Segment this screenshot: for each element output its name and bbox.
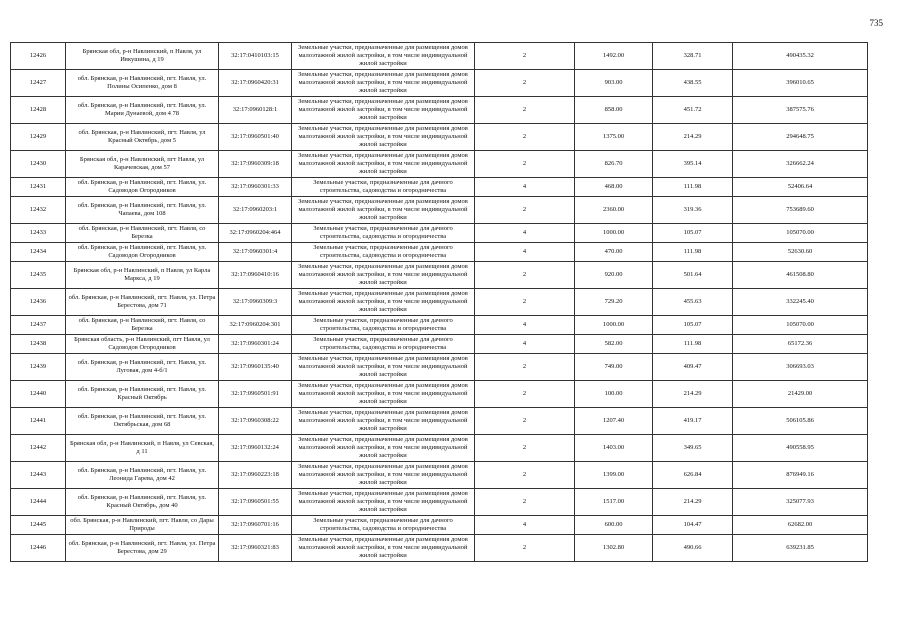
cadastral-number-cell: 32:17:0960204:464 <box>219 224 292 243</box>
land-use-cell: Земельные участки, предназначенные для размещения домов малоэтажной жилой застройки, в том числе индивидуальной жилой застройки <box>292 151 475 178</box>
table-row <box>11 435 868 462</box>
area-cell: 826.70 <box>575 151 653 178</box>
specific-value-cell: 214.29 <box>653 489 733 516</box>
use-group-cell: 2 <box>475 151 575 178</box>
address-cell: обл. Брянская, р-н Навлинский, пгт. Навля, ул. Леонида Гарева, дом 42 <box>66 462 219 489</box>
land-use-cell: Земельные участки, предназначенные для размещения домов малоэтажной жилой застройки, в том числе индивидуальной жилой застройки <box>292 535 475 562</box>
cadastral-number-cell: 32:17:0960309:18 <box>219 151 292 178</box>
cadastral-value-table <box>10 42 868 562</box>
cadastral-number-cell: 32:17:0960203:1 <box>219 197 292 224</box>
table-row <box>11 289 868 316</box>
cadastral-value-cell: 490558.95 <box>733 435 868 462</box>
address-cell: обл. Брянская, р-н Навлинский, пгт. Навля, ул. Полины Осипенко, дом 8 <box>66 70 219 97</box>
row-number-cell: 12444 <box>11 489 66 516</box>
land-use-cell: Земельные участки, предназначенные для размещения домов малоэтажной жилой застройки, в том числе индивидуальной жилой застройки <box>292 381 475 408</box>
use-group-cell: 2 <box>475 381 575 408</box>
specific-value-cell: 214.29 <box>653 381 733 408</box>
specific-value-cell: 490.66 <box>653 535 733 562</box>
row-number-cell: 12441 <box>11 408 66 435</box>
area-cell: 903.00 <box>575 70 653 97</box>
table-row <box>11 243 868 262</box>
use-group-cell: 4 <box>475 516 575 535</box>
cadastral-number-cell: 32:17:0960308:22 <box>219 408 292 435</box>
table-row <box>11 381 868 408</box>
cadastral-value-cell: 876949.16 <box>733 462 868 489</box>
table-row <box>11 535 868 562</box>
cadastral-number-cell: 32:17:0960301:33 <box>219 178 292 197</box>
address-cell: обл. Брянская, р-н Навлинский, пгт. Навля, ул. Чапаева, дом 108 <box>66 197 219 224</box>
land-use-cell: Земельные участки, предназначенные для дачного строительства, садоводства и огородничества <box>292 243 475 262</box>
cadastral-value-cell: 294648.75 <box>733 124 868 151</box>
specific-value-cell: 111.98 <box>653 243 733 262</box>
row-number-cell: 12433 <box>11 224 66 243</box>
table-row <box>11 354 868 381</box>
cadastral-value-cell: 52630.60 <box>733 243 868 262</box>
land-use-cell: Земельные участки, предназначенные для дачного строительства, садоводства и огородничества <box>292 516 475 535</box>
land-use-cell: Земельные участки, предназначенные для размещения домов малоэтажной жилой застройки, в том числе индивидуальной жилой застройки <box>292 435 475 462</box>
land-use-cell: Земельные участки, предназначенные для размещения домов малоэтажной жилой застройки, в том числе индивидуальной жилой застройки <box>292 408 475 435</box>
use-group-cell: 4 <box>475 224 575 243</box>
land-use-cell: Земельные участки, предназначенные для размещения домов малоэтажной жилой застройки, в том числе индивидуальной жилой застройки <box>292 289 475 316</box>
land-use-cell: Земельные участки, предназначенные для дачного строительства, садоводства и огородничества <box>292 224 475 243</box>
cadastral-value-cell: 62682.00 <box>733 516 868 535</box>
land-use-cell: Земельные участки, предназначенные для размещения домов малоэтажной жилой застройки, в том числе индивидуальной жилой застройки <box>292 197 475 224</box>
use-group-cell: 2 <box>475 435 575 462</box>
address-cell: обл. Брянская, р-н Навлинский, пгт. Навля, со Березка <box>66 316 219 335</box>
table-row <box>11 43 868 70</box>
land-use-cell: Земельные участки, предназначенные для размещения домов малоэтажной жилой застройки, в том числе индивидуальной жилой застройки <box>292 354 475 381</box>
use-group-cell: 4 <box>475 178 575 197</box>
row-number-cell: 12443 <box>11 462 66 489</box>
cadastral-value-cell: 639231.85 <box>733 535 868 562</box>
address-cell: Брянская обл, р-н Навлинский, п Навля, ул Карла Маркса, д 19 <box>66 262 219 289</box>
cadastral-number-cell: 32:17:0960135:40 <box>219 354 292 381</box>
cadastral-value-cell: 306693.03 <box>733 354 868 381</box>
use-group-cell: 4 <box>475 243 575 262</box>
land-use-cell: Земельные участки, предназначенные для размещения домов малоэтажной жилой застройки, в том числе индивидуальной жилой застройки <box>292 43 475 70</box>
address-cell: обл. Брянская, р-н Навлинский, пгт. Навля, ул. Петра Берестова, дом 29 <box>66 535 219 562</box>
table-row <box>11 178 868 197</box>
cadastral-value-cell: 21429.00 <box>733 381 868 408</box>
specific-value-cell: 451.72 <box>653 97 733 124</box>
cadastral-value-cell: 65172.36 <box>733 335 868 354</box>
table-row <box>11 262 868 289</box>
specific-value-cell: 111.98 <box>653 178 733 197</box>
cadastral-value-cell: 332245.40 <box>733 289 868 316</box>
cadastral-value-cell: 325077.93 <box>733 489 868 516</box>
row-number-cell: 12426 <box>11 43 66 70</box>
table-row <box>11 335 868 354</box>
area-cell: 1403.00 <box>575 435 653 462</box>
address-cell: обл. Брянская, р-н Навлинский, пгт. Навля, ул. Красный Октябрь <box>66 381 219 408</box>
cadastral-number-cell: 32:17:0960410:16 <box>219 262 292 289</box>
cadastral-value-cell: 490435.32 <box>733 43 868 70</box>
row-number-cell: 12445 <box>11 516 66 535</box>
table-row <box>11 489 868 516</box>
cadastral-number-cell: 32:17:0960701:16 <box>219 516 292 535</box>
use-group-cell: 2 <box>475 97 575 124</box>
address-cell: обл. Брянская, р-н Навлинский, пгт. Навля, ул. Красный Октябрь, дом 40 <box>66 489 219 516</box>
use-group-cell: 2 <box>475 408 575 435</box>
cadastral-value-cell: 506105.86 <box>733 408 868 435</box>
cadastral-value-cell: 461508.80 <box>733 262 868 289</box>
table-row <box>11 516 868 535</box>
use-group-cell: 2 <box>475 43 575 70</box>
row-number-cell: 12430 <box>11 151 66 178</box>
cadastral-number-cell: 32:17:0960301:24 <box>219 335 292 354</box>
cadastral-value-cell: 105070.00 <box>733 316 868 335</box>
area-cell: 582.00 <box>575 335 653 354</box>
cadastral-number-cell: 32:17:0960420:31 <box>219 70 292 97</box>
specific-value-cell: 111.98 <box>653 335 733 354</box>
specific-value-cell: 501.64 <box>653 262 733 289</box>
row-number-cell: 12429 <box>11 124 66 151</box>
specific-value-cell: 104.47 <box>653 516 733 535</box>
specific-value-cell: 419.17 <box>653 408 733 435</box>
table-row <box>11 224 868 243</box>
land-use-cell: Земельные участки, предназначенные для дачного строительства, садоводства и огородничества <box>292 178 475 197</box>
cadastral-value-cell: 326662.24 <box>733 151 868 178</box>
cadastral-number-cell: 32:17:0960321:83 <box>219 535 292 562</box>
area-cell: 1399.00 <box>575 462 653 489</box>
row-number-cell: 12446 <box>11 535 66 562</box>
area-cell: 100.00 <box>575 381 653 408</box>
use-group-cell: 2 <box>475 124 575 151</box>
row-number-cell: 12428 <box>11 97 66 124</box>
address-cell: обл. Брянская, р-н Навлинский, пгт. Навля, ул. Садоводов Огородников <box>66 243 219 262</box>
land-use-cell: Земельные участки, предназначенные для размещения домов малоэтажной жилой застройки, в том числе индивидуальной жилой застройки <box>292 97 475 124</box>
cadastral-number-cell: 32:17:0410103:15 <box>219 43 292 70</box>
row-number-cell: 12435 <box>11 262 66 289</box>
area-cell: 1000.00 <box>575 224 653 243</box>
cadastral-number-cell: 32:17:0960501:40 <box>219 124 292 151</box>
use-group-cell: 2 <box>475 489 575 516</box>
area-cell: 1375.00 <box>575 124 653 151</box>
area-cell: 1207.40 <box>575 408 653 435</box>
land-use-cell: Земельные участки, предназначенные для размещения домов малоэтажной жилой застройки, в том числе индивидуальной жилой застройки <box>292 262 475 289</box>
cadastral-value-cell: 105070.00 <box>733 224 868 243</box>
area-cell: 470.00 <box>575 243 653 262</box>
row-number-cell: 12442 <box>11 435 66 462</box>
table-row <box>11 97 868 124</box>
land-use-cell: Земельные участки, предназначенные для дачного строительства, садоводства и огородничества <box>292 316 475 335</box>
page-number: 735 <box>869 18 883 28</box>
address-cell: обл. Брянская, р-н Навлинский, пгт. Навля, ул. Марии Дунаевой, дом 4 78 <box>66 97 219 124</box>
table-row <box>11 316 868 335</box>
row-number-cell: 12434 <box>11 243 66 262</box>
specific-value-cell: 214.29 <box>653 124 733 151</box>
table-row <box>11 462 868 489</box>
specific-value-cell: 105.07 <box>653 224 733 243</box>
specific-value-cell: 328.71 <box>653 43 733 70</box>
address-cell: Брянская обл, р-н Навлинский, п Навля, ул Ивкушина, д 19 <box>66 43 219 70</box>
address-cell: обл. Брянская, р-н Навлинский, пгт. Навля, ул. Луговая, дом 4-б/1 <box>66 354 219 381</box>
address-cell: обл. Брянская, р-н Навлинский, пгт. Навля, ул. Октябрьская, дом 68 <box>66 408 219 435</box>
area-cell: 1302.80 <box>575 535 653 562</box>
row-number-cell: 12427 <box>11 70 66 97</box>
table-row <box>11 408 868 435</box>
area-cell: 1517.00 <box>575 489 653 516</box>
address-cell: обл. Брянская, р-н Навлинский, пгт. Навля, ул. Петра Берестова, дом 71 <box>66 289 219 316</box>
land-use-cell: Земельные участки, предназначенные для дачного строительства, садоводства и огородничества <box>292 335 475 354</box>
specific-value-cell: 455.63 <box>653 289 733 316</box>
use-group-cell: 2 <box>475 262 575 289</box>
land-use-cell: Земельные участки, предназначенные для размещения домов малоэтажной жилой застройки, в том числе индивидуальной жилой застройки <box>292 124 475 151</box>
specific-value-cell: 409.47 <box>653 354 733 381</box>
use-group-cell: 4 <box>475 335 575 354</box>
area-cell: 1000.00 <box>575 316 653 335</box>
table-row <box>11 151 868 178</box>
land-use-cell: Земельные участки, предназначенные для размещения домов малоэтажной жилой застройки, в том числе индивидуальной жилой застройки <box>292 489 475 516</box>
table-body <box>11 43 868 562</box>
specific-value-cell: 438.55 <box>653 70 733 97</box>
address-cell: Брянская обл, р-н Навлинский, п Навля, ул Севская, д 11 <box>66 435 219 462</box>
address-cell: Брянская область, р-н Навлинский, пгт Навля, ул Садоводов Огородников <box>66 335 219 354</box>
address-cell: обл. Брянская, р-н Навлинский, пгт. Навля, со Дары Природы <box>66 516 219 535</box>
row-number-cell: 12438 <box>11 335 66 354</box>
row-number-cell: 12432 <box>11 197 66 224</box>
land-use-cell: Земельные участки, предназначенные для размещения домов малоэтажной жилой застройки, в том числе индивидуальной жилой застройки <box>292 70 475 97</box>
cadastral-number-cell: 32:17:0960501:55 <box>219 489 292 516</box>
row-number-cell: 12440 <box>11 381 66 408</box>
table-row <box>11 70 868 97</box>
specific-value-cell: 319.36 <box>653 197 733 224</box>
area-cell: 749.00 <box>575 354 653 381</box>
address-cell: обл. Брянская, р-н Навлинский, пгт. Навля, со Березка <box>66 224 219 243</box>
cadastral-number-cell: 32:17:0960301:4 <box>219 243 292 262</box>
cadastral-number-cell: 32:17:0960204:301 <box>219 316 292 335</box>
area-cell: 920.00 <box>575 262 653 289</box>
cadastral-value-cell: 396010.65 <box>733 70 868 97</box>
address-cell: обл. Брянская, р-н Навлинский, пгт. Навля, ул. Садоводов Огородников <box>66 178 219 197</box>
specific-value-cell: 105.07 <box>653 316 733 335</box>
use-group-cell: 2 <box>475 354 575 381</box>
area-cell: 729.20 <box>575 289 653 316</box>
address-cell: обл. Брянская, р-н Навлинский, пгт. Навля, ул Красный Октябрь, дом 5 <box>66 124 219 151</box>
use-group-cell: 2 <box>475 535 575 562</box>
area-cell: 600.00 <box>575 516 653 535</box>
cadastral-number-cell: 32:17:0960132:24 <box>219 435 292 462</box>
use-group-cell: 2 <box>475 197 575 224</box>
use-group-cell: 2 <box>475 462 575 489</box>
row-number-cell: 12437 <box>11 316 66 335</box>
cadastral-number-cell: 32:17:0960309:3 <box>219 289 292 316</box>
cadastral-number-cell: 32:17:0960128:1 <box>219 97 292 124</box>
area-cell: 1492.00 <box>575 43 653 70</box>
use-group-cell: 2 <box>475 289 575 316</box>
area-cell: 2360.00 <box>575 197 653 224</box>
table-row <box>11 124 868 151</box>
specific-value-cell: 626.84 <box>653 462 733 489</box>
area-cell: 858.00 <box>575 97 653 124</box>
specific-value-cell: 349.65 <box>653 435 733 462</box>
area-cell: 468.00 <box>575 178 653 197</box>
row-number-cell: 12439 <box>11 354 66 381</box>
cadastral-value-cell: 753689.60 <box>733 197 868 224</box>
land-use-cell: Земельные участки, предназначенные для размещения домов малоэтажной жилой застройки, в том числе индивидуальной жилой застройки <box>292 462 475 489</box>
cadastral-number-cell: 32:17:0960223:18 <box>219 462 292 489</box>
use-group-cell: 4 <box>475 316 575 335</box>
cadastral-value-cell: 387575.76 <box>733 97 868 124</box>
row-number-cell: 12431 <box>11 178 66 197</box>
address-cell: Брянская обл, р-н Навлинский, пгт Навля, ул Карачевская, дом 57 <box>66 151 219 178</box>
cadastral-number-cell: 32:17:0960501:91 <box>219 381 292 408</box>
specific-value-cell: 395.14 <box>653 151 733 178</box>
cadastral-value-cell: 52406.64 <box>733 178 868 197</box>
table-row <box>11 197 868 224</box>
use-group-cell: 2 <box>475 70 575 97</box>
row-number-cell: 12436 <box>11 289 66 316</box>
